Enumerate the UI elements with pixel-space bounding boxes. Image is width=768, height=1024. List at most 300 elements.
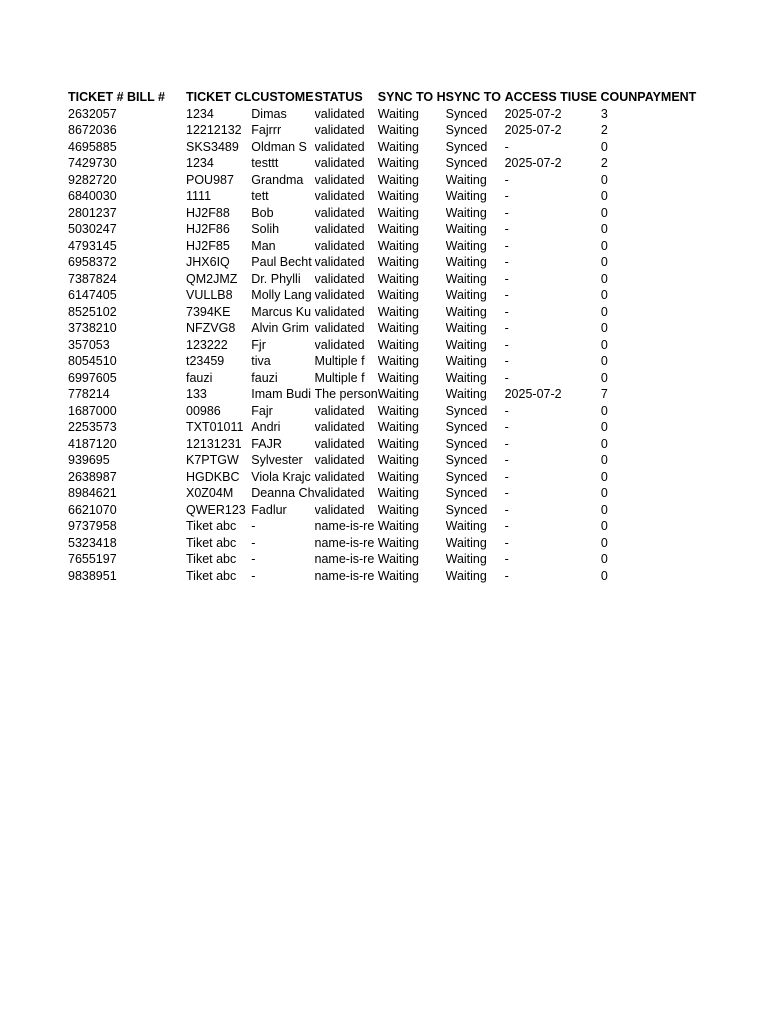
cell-sync-to: Synced	[445, 453, 488, 467]
cell-ticket-number: 7655197	[68, 552, 117, 566]
cell-status: validated	[314, 238, 365, 253]
cell-use-count: 0	[600, 354, 608, 368]
cell-sync-to-h: Waiting	[377, 156, 419, 170]
cell-use-count: 0	[600, 172, 608, 187]
cell-sync-to: Waiting	[445, 535, 487, 550]
cell-access-time: -	[504, 519, 509, 533]
cell-sync-to-h: Waiting	[377, 469, 419, 484]
cell-sync-to: Synced	[445, 139, 488, 154]
tickets-table	[68, 89, 707, 584]
cell-ticket-number: 6840030	[68, 189, 117, 203]
cell-status: validated	[314, 288, 365, 302]
cell-customer: Paul Becht	[251, 255, 312, 269]
cell-status: validated	[314, 502, 365, 517]
cell-ticket-class: QM2JMZ	[186, 271, 238, 286]
cell-ticket-number: 357053	[68, 337, 110, 352]
cell-sync-to: Synced	[445, 123, 488, 137]
cell-ticket-number: 778214	[68, 387, 110, 401]
cell-status: name-is-re	[314, 552, 375, 566]
table-row	[68, 337, 707, 354]
cell-status: validated	[314, 453, 365, 467]
cell-status: Multiple f	[314, 354, 365, 368]
cell-status: validated	[314, 271, 365, 286]
cell-ticket-class: 1111	[186, 189, 212, 203]
cell-payment	[637, 353, 707, 370]
cell-payment	[637, 485, 707, 502]
table-row	[68, 271, 707, 288]
cell-sync-to-h: Waiting	[377, 106, 419, 121]
cell-use-count: 0	[600, 271, 608, 286]
cell-customer: tett	[251, 189, 269, 203]
cell-access-time: -	[504, 535, 509, 550]
cell-sync-to: Waiting	[445, 370, 487, 385]
cell-sync-to-h: Waiting	[377, 321, 419, 335]
cell-sync-to-h: Waiting	[377, 502, 419, 517]
cell-customer: Solih	[251, 222, 280, 236]
cell-customer: Sylvester	[251, 453, 303, 467]
table-row	[68, 452, 707, 469]
cell-sync-to: Synced	[445, 106, 488, 121]
cell-access-time: -	[504, 189, 509, 203]
table-row	[68, 122, 707, 139]
cell-customer: tiva	[251, 354, 271, 368]
cell-access-time: -	[504, 271, 509, 286]
header-bill-number: BILL #	[127, 90, 165, 104]
cell-access-time: -	[504, 238, 509, 253]
cell-sync-to-h: Waiting	[377, 255, 419, 269]
cell-sync-to-h: Waiting	[377, 238, 419, 253]
cell-bill-number	[127, 139, 186, 156]
cell-customer: Fajrrr	[251, 123, 282, 137]
cell-bill-number	[127, 469, 186, 486]
cell-payment	[637, 155, 707, 172]
cell-status: validated	[314, 420, 365, 434]
cell-sync-to-h: Waiting	[377, 139, 419, 154]
cell-access-time: -	[504, 354, 509, 368]
cell-sync-to: Synced	[445, 420, 488, 434]
cell-status: name-is-re	[314, 535, 375, 550]
cell-access-time: -	[504, 420, 509, 434]
cell-payment	[637, 518, 707, 535]
cell-customer: Fajr	[251, 403, 273, 418]
header-customer: CUSTOME	[251, 90, 314, 104]
cell-status: name-is-re	[314, 568, 375, 583]
table-row	[68, 469, 707, 486]
cell-ticket-number: 6997605	[68, 370, 117, 385]
cell-payment	[637, 139, 707, 156]
cell-ticket-class: K7PTGW	[186, 453, 239, 467]
cell-access-time: -	[504, 370, 509, 385]
cell-access-time: -	[504, 453, 509, 467]
cell-bill-number	[127, 205, 186, 222]
cell-access-time: -	[504, 403, 509, 418]
table-row	[68, 304, 707, 321]
cell-access-time: 2025-07-2	[504, 123, 562, 137]
cell-ticket-class: 00986	[186, 403, 221, 418]
cell-use-count: 0	[600, 288, 608, 302]
cell-ticket-class: HJ2F86	[186, 222, 230, 236]
cell-use-count: 0	[600, 403, 608, 418]
cell-access-time: -	[504, 139, 509, 154]
cell-use-count: 0	[600, 502, 608, 517]
cell-sync-to: Waiting	[445, 354, 487, 368]
table-body	[68, 106, 707, 585]
cell-sync-to-h: Waiting	[377, 453, 419, 467]
cell-ticket-number: 3738210	[68, 321, 117, 335]
cell-sync-to: Waiting	[445, 519, 487, 533]
cell-use-count: 2	[600, 156, 608, 170]
cell-sync-to-h: Waiting	[377, 337, 419, 352]
cell-sync-to: Waiting	[445, 387, 487, 401]
cell-use-count: 0	[600, 370, 608, 385]
cell-customer: Man	[251, 238, 276, 253]
cell-customer: Viola Krajc	[251, 469, 311, 484]
cell-access-time: 2025-07-2	[504, 387, 562, 401]
cell-status: validated	[314, 403, 365, 418]
cell-bill-number	[127, 452, 186, 469]
table-row	[68, 139, 707, 156]
cell-sync-to: Waiting	[445, 288, 487, 302]
cell-access-time: -	[504, 222, 509, 236]
cell-bill-number	[127, 337, 186, 354]
cell-payment	[637, 287, 707, 304]
cell-ticket-class: Tiket abc	[186, 552, 237, 566]
cell-use-count: 0	[600, 552, 608, 566]
cell-sync-to: Synced	[445, 502, 488, 517]
cell-sync-to-h: Waiting	[377, 354, 419, 368]
cell-ticket-class: 12212132	[186, 123, 242, 137]
cell-customer: Molly Lang	[251, 288, 312, 302]
cell-use-count: 3	[600, 106, 608, 121]
cell-sync-to-h: Waiting	[377, 535, 419, 550]
cell-customer: Imam Budi	[251, 387, 312, 401]
cell-payment	[637, 221, 707, 238]
table-row	[68, 155, 707, 172]
cell-customer: Grandma	[251, 172, 304, 187]
cell-customer: -	[251, 519, 256, 533]
cell-ticket-number: 9737958	[68, 519, 117, 533]
cell-status: validated	[314, 106, 365, 121]
cell-use-count: 0	[600, 255, 608, 269]
cell-sync-to: Synced	[445, 486, 488, 500]
cell-ticket-number: 4793145	[68, 238, 117, 253]
cell-ticket-class: SKS3489	[186, 139, 239, 154]
cell-payment	[637, 320, 707, 337]
cell-status: validated	[314, 436, 365, 451]
table-row	[68, 370, 707, 387]
cell-sync-to-h: Waiting	[377, 304, 419, 319]
cell-customer: Andri	[251, 420, 281, 434]
cell-sync-to-h: Waiting	[377, 486, 419, 500]
cell-sync-to-h: Waiting	[377, 387, 419, 401]
cell-status: validated	[314, 469, 365, 484]
cell-bill-number	[127, 568, 186, 585]
cell-customer: Dimas	[251, 106, 287, 121]
cell-ticket-number: 8054510	[68, 354, 117, 368]
cell-sync-to-h: Waiting	[377, 403, 419, 418]
cell-status: validated	[314, 139, 365, 154]
cell-ticket-class: 133	[186, 387, 207, 401]
cell-customer: Alvin Grim	[251, 321, 309, 335]
cell-access-time: -	[504, 172, 509, 187]
cell-use-count: 0	[600, 139, 608, 154]
cell-ticket-number: 8984621	[68, 486, 117, 500]
cell-payment	[637, 502, 707, 519]
cell-access-time: -	[504, 304, 509, 319]
table-row	[68, 386, 707, 403]
cell-ticket-number: 2253573	[68, 420, 117, 434]
cell-sync-to-h: Waiting	[377, 436, 419, 451]
cell-status: validated	[314, 255, 365, 269]
cell-access-time: 2025-07-2	[504, 106, 562, 121]
cell-ticket-class: HGDKBC	[186, 469, 240, 484]
cell-use-count: 0	[600, 189, 608, 203]
cell-use-count: 0	[600, 238, 608, 253]
cell-bill-number	[127, 535, 186, 552]
table-row	[68, 320, 707, 337]
cell-customer: -	[251, 552, 256, 566]
cell-status: validated	[314, 205, 365, 220]
table-row	[68, 353, 707, 370]
cell-customer: -	[251, 568, 256, 583]
cell-ticket-class: TXT01011	[186, 420, 244, 434]
table-row	[68, 535, 707, 552]
cell-ticket-number: 2632057	[68, 106, 117, 121]
header-sync-to: SYNC TO	[445, 90, 501, 104]
cell-bill-number	[127, 106, 186, 123]
cell-ticket-number: 8672036	[68, 123, 117, 137]
cell-customer: Fjr	[251, 337, 266, 352]
cell-bill-number	[127, 485, 186, 502]
cell-payment	[637, 551, 707, 568]
cell-ticket-number: 8525102	[68, 304, 117, 319]
cell-sync-to: Waiting	[445, 205, 487, 220]
cell-use-count: 0	[600, 535, 608, 550]
cell-ticket-number: 6621070	[68, 502, 117, 517]
cell-sync-to-h: Waiting	[377, 370, 419, 385]
cell-bill-number	[127, 188, 186, 205]
cell-bill-number	[127, 370, 186, 387]
cell-ticket-class: Tiket abc	[186, 568, 237, 583]
cell-use-count: 7	[600, 387, 608, 401]
cell-customer: Dr. Phylli	[251, 271, 301, 286]
cell-customer: Marcus Ku	[251, 304, 312, 319]
cell-bill-number	[127, 502, 186, 519]
cell-sync-to-h: Waiting	[377, 222, 419, 236]
cell-use-count: 0	[600, 304, 608, 319]
cell-customer: Bob	[251, 205, 274, 220]
spreadsheet-page	[68, 89, 707, 584]
cell-access-time: -	[504, 436, 509, 451]
cell-use-count: 0	[600, 568, 608, 583]
cell-access-time: -	[504, 469, 509, 484]
cell-sync-to: Waiting	[445, 568, 487, 583]
cell-use-count: 0	[600, 222, 608, 236]
cell-bill-number	[127, 551, 186, 568]
cell-bill-number	[127, 221, 186, 238]
cell-ticket-class: VULLB8	[186, 288, 233, 302]
cell-sync-to: Waiting	[445, 255, 487, 269]
cell-payment	[637, 271, 707, 288]
cell-status: validated	[314, 486, 365, 500]
cell-bill-number	[127, 518, 186, 535]
cell-bill-number	[127, 353, 186, 370]
header-payment: PAYMENT	[637, 90, 697, 104]
cell-use-count: 2	[600, 123, 608, 137]
cell-ticket-number: 4695885	[68, 139, 117, 154]
cell-payment	[637, 304, 707, 321]
table-row	[68, 106, 707, 123]
table-row	[68, 551, 707, 568]
cell-payment	[637, 535, 707, 552]
table-row	[68, 518, 707, 535]
cell-use-count: 0	[600, 453, 608, 467]
table-row	[68, 403, 707, 420]
cell-payment	[637, 188, 707, 205]
cell-ticket-class: POU987	[186, 172, 234, 187]
cell-status: The person	[314, 387, 378, 401]
cell-sync-to: Waiting	[445, 189, 487, 203]
cell-payment	[637, 122, 707, 139]
cell-use-count: 0	[600, 337, 608, 352]
cell-access-time: -	[504, 486, 509, 500]
cell-payment	[637, 370, 707, 387]
cell-customer: Oldman S	[251, 139, 307, 154]
cell-ticket-number: 4187120	[68, 436, 117, 451]
table-row	[68, 254, 707, 271]
cell-sync-to-h: Waiting	[377, 189, 419, 203]
cell-access-time: -	[504, 321, 509, 335]
cell-payment	[637, 403, 707, 420]
cell-access-time: 2025-07-2	[504, 156, 562, 170]
cell-use-count: 0	[600, 205, 608, 220]
table-row	[68, 502, 707, 519]
table-row	[68, 287, 707, 304]
cell-ticket-number: 7387824	[68, 271, 117, 286]
cell-bill-number	[127, 386, 186, 403]
cell-sync-to: Waiting	[445, 238, 487, 253]
cell-use-count: 0	[600, 486, 608, 500]
table-row	[68, 485, 707, 502]
cell-sync-to: Waiting	[445, 337, 487, 352]
cell-status: validated	[314, 172, 365, 187]
cell-bill-number	[127, 403, 186, 420]
cell-status: name-is-re	[314, 519, 375, 533]
cell-ticket-class: 1234	[186, 106, 214, 121]
cell-status: validated	[314, 337, 365, 352]
cell-status: validated	[314, 189, 365, 203]
cell-payment	[637, 436, 707, 453]
cell-use-count: 0	[600, 436, 608, 451]
cell-status: validated	[314, 222, 365, 236]
cell-sync-to-h: Waiting	[377, 205, 419, 220]
table-row	[68, 436, 707, 453]
cell-bill-number	[127, 238, 186, 255]
cell-ticket-class: t23459	[186, 354, 225, 368]
cell-payment	[637, 386, 707, 403]
cell-ticket-number: 6958372	[68, 255, 117, 269]
cell-ticket-class: 12131231	[186, 436, 242, 451]
table-row	[68, 205, 707, 222]
cell-access-time: -	[504, 552, 509, 566]
cell-access-time: -	[504, 502, 509, 517]
cell-payment	[637, 337, 707, 354]
table-row	[68, 568, 707, 585]
header-row	[68, 89, 707, 106]
cell-sync-to: Waiting	[445, 172, 487, 187]
cell-payment	[637, 469, 707, 486]
cell-ticket-class: QWER123	[186, 502, 246, 517]
cell-bill-number	[127, 304, 186, 321]
cell-ticket-number: 2638987	[68, 469, 117, 484]
header-ticket-class: TICKET CL	[186, 90, 252, 104]
cell-access-time: -	[504, 568, 509, 583]
cell-payment	[637, 452, 707, 469]
cell-sync-to-h: Waiting	[377, 568, 419, 583]
cell-bill-number	[127, 287, 186, 304]
cell-payment	[637, 254, 707, 271]
cell-ticket-number: 2801237	[68, 205, 117, 220]
cell-ticket-number: 939695	[68, 453, 110, 467]
cell-use-count: 0	[600, 519, 608, 533]
table-row	[68, 238, 707, 255]
header-status: STATUS	[314, 90, 363, 104]
table-row	[68, 221, 707, 238]
cell-sync-to-h: Waiting	[377, 271, 419, 286]
cell-ticket-class: NFZVG8	[186, 321, 236, 335]
cell-access-time: -	[504, 205, 509, 220]
cell-use-count: 0	[600, 420, 608, 434]
cell-payment	[637, 172, 707, 189]
cell-customer: Deanna Ch	[251, 486, 315, 500]
cell-payment	[637, 419, 707, 436]
cell-ticket-class: 1234	[186, 156, 214, 170]
cell-status: validated	[314, 156, 365, 170]
cell-sync-to-h: Waiting	[377, 172, 419, 187]
cell-ticket-number: 7429730	[68, 156, 117, 170]
cell-bill-number	[127, 419, 186, 436]
cell-customer: fauzi	[251, 370, 278, 385]
cell-access-time: -	[504, 337, 509, 352]
cell-sync-to: Waiting	[445, 321, 487, 335]
header-access-time: ACCESS TI	[504, 90, 572, 104]
cell-bill-number	[127, 122, 186, 139]
cell-sync-to: Waiting	[445, 271, 487, 286]
cell-sync-to-h: Waiting	[377, 552, 419, 566]
cell-customer: FAJR	[251, 436, 282, 451]
header-ticket-number: TICKET #	[68, 90, 124, 104]
cell-sync-to: Synced	[445, 436, 488, 451]
cell-ticket-class: X0Z04M	[186, 486, 234, 500]
cell-sync-to: Waiting	[445, 222, 487, 236]
cell-payment	[637, 106, 707, 123]
cell-ticket-class: JHX6IQ	[186, 255, 230, 269]
cell-ticket-number: 6147405	[68, 288, 117, 302]
cell-ticket-class: HJ2F88	[186, 205, 230, 220]
cell-payment	[637, 568, 707, 585]
cell-bill-number	[127, 436, 186, 453]
cell-ticket-class: 123222	[186, 337, 228, 352]
cell-status: validated	[314, 304, 365, 319]
cell-bill-number	[127, 254, 186, 271]
table-row	[68, 172, 707, 189]
cell-status: Multiple f	[314, 370, 365, 385]
header-use-count: USE COUN	[571, 90, 638, 104]
cell-bill-number	[127, 172, 186, 189]
cell-sync-to-h: Waiting	[377, 519, 419, 533]
cell-customer: Fadlur	[251, 502, 287, 517]
cell-bill-number	[127, 155, 186, 172]
